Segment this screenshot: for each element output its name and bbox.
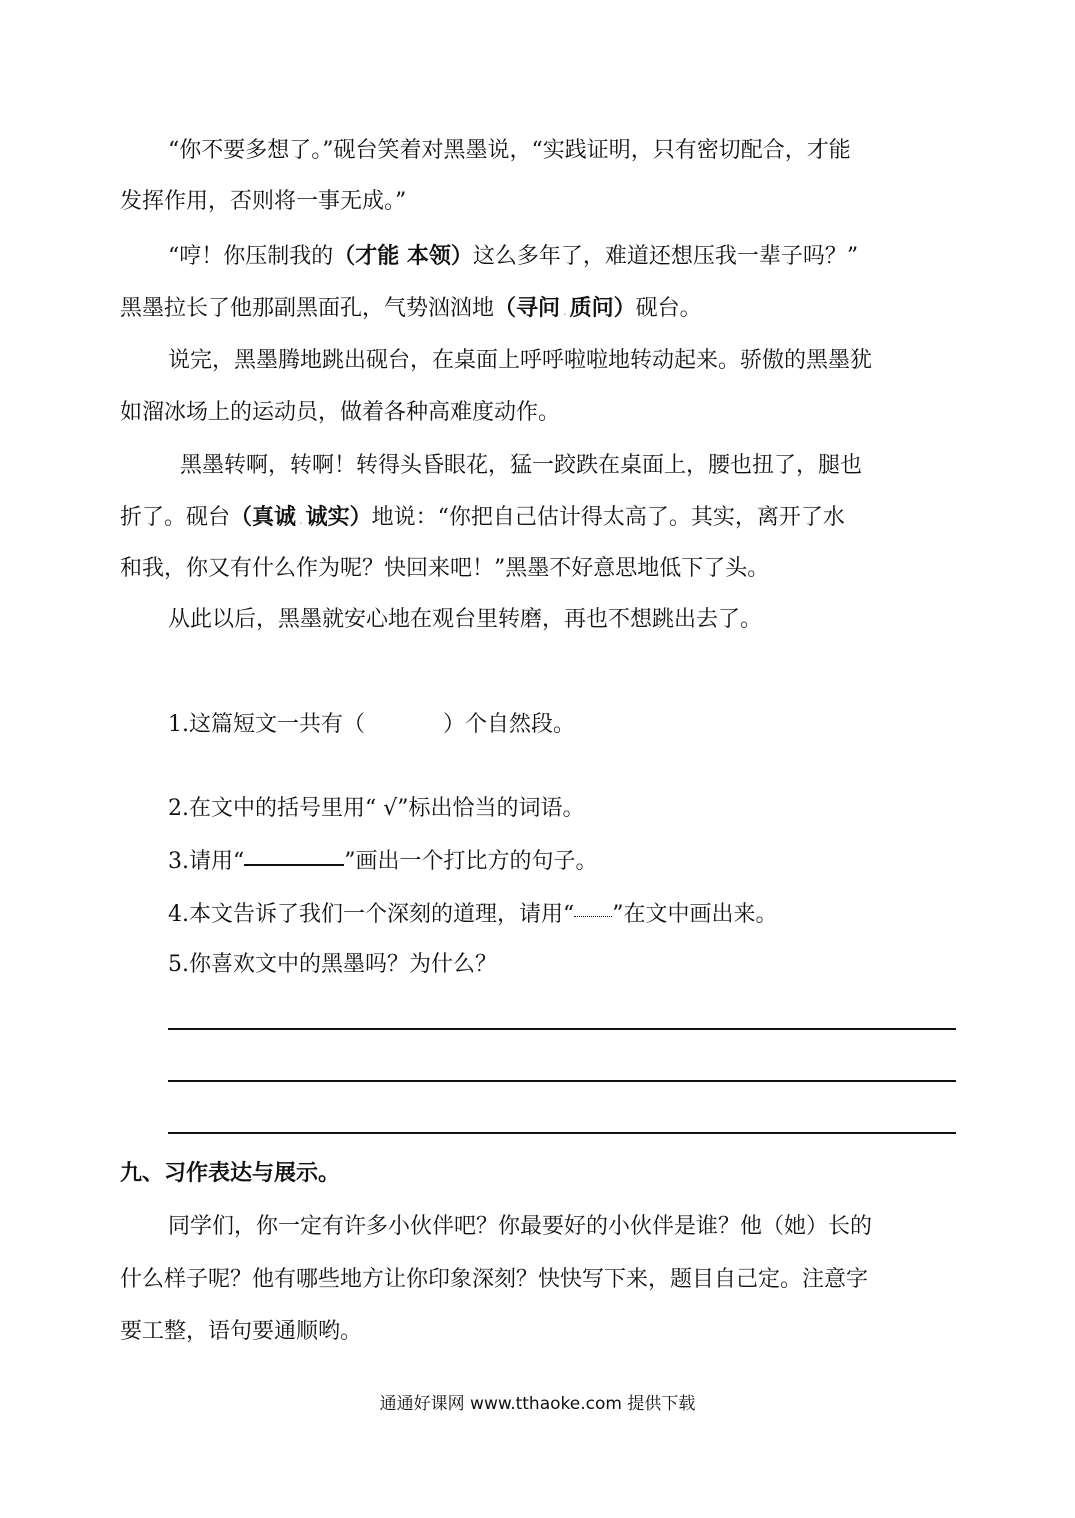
question-text: ）个自然段。: [443, 712, 576, 737]
answer-line-2[interactable]: [168, 1080, 956, 1082]
question-text: ”画出一个打比方的句子。: [344, 849, 598, 874]
word-choice-bracket: （才能 本领）: [333, 243, 473, 269]
question-4: [168, 898, 1008, 930]
passage-text: 这么多年了，难道还想压我一辈子吗？”: [472, 244, 859, 269]
question-text: ”在文中画出来。: [612, 902, 778, 927]
answer-line-3[interactable]: [168, 1132, 956, 1134]
passage-paragraph-2-line-2: 黑墨拉长了他那副黑面孔，气势汹汹地（寻问 . 质问）砚台。: [120, 295, 702, 321]
passage-paragraph-5-line-1: 从此以后，黑墨就安心地在观台里转磨，再也不想跳出去了。: [168, 607, 763, 632]
question-3: [168, 846, 1008, 877]
question-text: 3.请用“: [168, 849, 245, 874]
passage-paragraph-2-line-1: [168, 241, 1008, 272]
word-choice-option: （真诚: [230, 504, 297, 530]
passage-paragraph-3-line-1: 说完，黑墨腾地跳出砚台，在桌面上呼呼啦啦地转动起来。骄傲的黑墨犹: [168, 348, 873, 373]
passage-paragraph-4-line-1: 黑墨转啊，转啊！转得头昏眼花，猛一跤跌在桌面上，腰也扭了，腿也: [180, 453, 863, 478]
passage-text: “哼！你压制我的: [168, 244, 334, 269]
word-choice-option: 质问）: [569, 295, 636, 321]
word-choice-option: （寻问: [494, 295, 561, 321]
question-2: 2.在文中的括号里用“ √”标出恰当的词语。: [168, 796, 585, 821]
straight-underline-sample: [244, 846, 344, 866]
passage-text: 黑墨拉长了他那副黑面孔，气势汹汹地: [120, 296, 495, 321]
passage-paragraph-1-line-2: 发挥作用，否则将一事无成。”: [120, 189, 407, 214]
wavy-underline-sample: [574, 898, 612, 917]
passage-paragraph-1-line-1: “你不要多想了。”砚台笑着对黑墨说，“实践证明，只有密切配合，才能: [168, 138, 851, 163]
question-5: 5.你喜欢文中的黑墨吗？为什么？: [168, 952, 497, 977]
passage-text: 折了。砚台: [120, 505, 231, 530]
question-text: 4.本文告诉了我们一个深刻的道理，请用“: [168, 902, 575, 927]
footer-credit: 通通好课网 www.tthaoke.com 提供下载: [379, 1394, 696, 1414]
section-9-line-3: 要工整，语句要通顺哟。: [120, 1319, 363, 1344]
section-9-line-1: 同学们，你一定有许多小伙伴吧？你最要好的小伙伴是谁？他（她）长的: [168, 1214, 873, 1239]
passage-paragraph-4-line-3: 和我，你又有什么作为呢？快回来吧！”黑墨不好意思地低下了头。: [120, 556, 770, 581]
passage-paragraph-3-line-2: 如溜冰场上的运动员，做着各种高难度动作。: [120, 400, 561, 425]
passage-text: 地说：“你把自己估计得太高了。其实，离开了水: [371, 505, 845, 530]
section-9-line-2: 什么样子呢？他有哪些地方让你印象深刻？快快写下来，题目自己定。注意字: [120, 1267, 869, 1292]
passage-text: 砚台。: [635, 296, 702, 321]
question-text: 1.这篇短文一共有（: [168, 712, 365, 737]
question-1: [168, 710, 1008, 740]
answer-line-1[interactable]: [168, 1028, 956, 1030]
passage-paragraph-4-line-2: 折了。砚台（真诚 . 诚实）地说：“你把自己估计得太高了。其实，离开了水: [120, 504, 845, 530]
section-9-heading: 九、习作表达与展示。: [120, 1160, 341, 1186]
word-choice-option: 诚实）: [305, 504, 372, 530]
